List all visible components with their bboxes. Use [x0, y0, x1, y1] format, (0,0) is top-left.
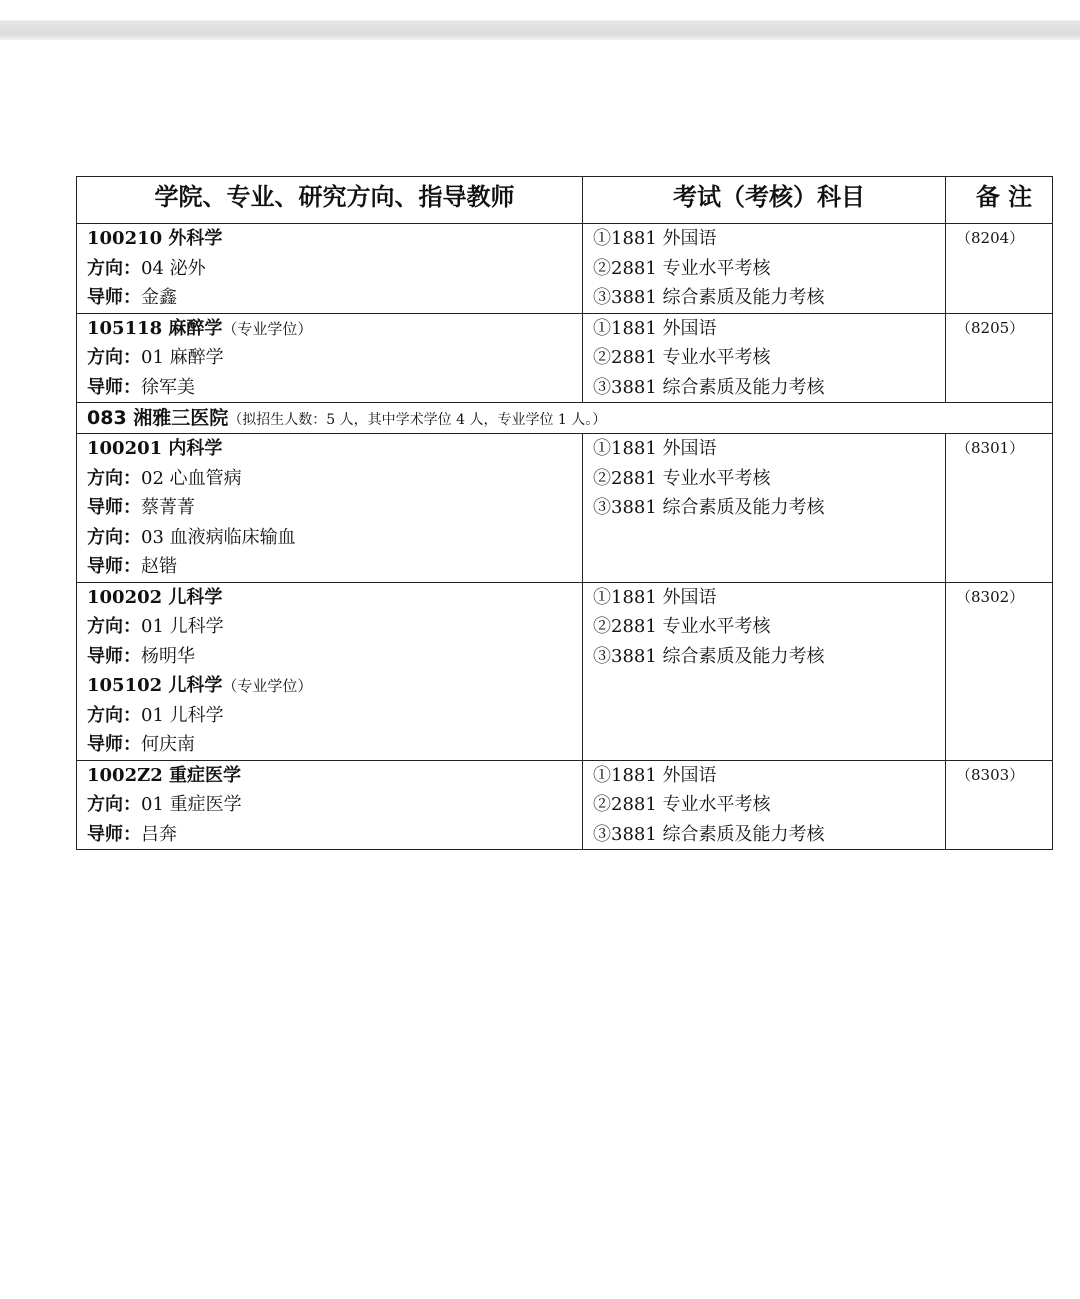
degree-type-tag: （专业学位） — [222, 319, 313, 338]
major-title: 100202 儿科学 — [87, 586, 223, 608]
header-exam-subjects: 考试（考核）科目 — [583, 177, 946, 224]
direction-value: 03 血液病临床输血 — [141, 526, 296, 548]
exam-item: ①1881 外国语 — [593, 438, 717, 459]
direction-value: 04 泌外 — [141, 257, 206, 279]
section-title: 083 湘雅三医院 — [87, 407, 229, 429]
section-row — [77, 403, 1053, 434]
exam-item: ①1881 外国语 — [593, 764, 717, 786]
table-row — [77, 434, 1053, 583]
exam-item: ②2881 专业水平考核 — [593, 467, 771, 489]
label-direction: 方向： — [87, 467, 141, 489]
remark-code: （8301） — [946, 434, 1053, 583]
remark-code: （8303） — [946, 760, 1053, 850]
label-advisor: 导师： — [87, 556, 141, 577]
section-note: （拟招生人数：5 人，其中学术学位 4 人，专业学位 1 人。） — [228, 412, 607, 428]
program-cell — [77, 582, 583, 760]
direction-value: 01 麻醉学 — [141, 347, 224, 368]
exam-item: ②2881 专业水平考核 — [593, 347, 771, 368]
exam-item: ②2881 专业水平考核 — [593, 794, 771, 815]
table-row — [77, 224, 1053, 314]
program-cell — [77, 313, 583, 403]
section-cell — [77, 403, 1053, 434]
table-row — [77, 760, 1053, 850]
label-advisor: 导师： — [87, 823, 141, 845]
remark-code: （8302） — [946, 582, 1053, 760]
label-direction: 方向： — [87, 704, 141, 726]
program-cell — [77, 224, 583, 314]
exam-item: ③3881 综合素质及能力考核 — [593, 287, 825, 308]
label-direction: 方向： — [87, 347, 141, 368]
exam-item: ①1881 外国语 — [593, 317, 717, 339]
advisor-value: 赵锴 — [141, 556, 177, 577]
exam-cell — [583, 582, 946, 760]
major-title: 100201 内科学 — [87, 438, 223, 459]
label-direction: 方向： — [87, 526, 141, 548]
major-title: 105118 麻醉学 — [87, 317, 223, 339]
major-title: 100210 外科学 — [87, 228, 223, 249]
program-cell — [77, 434, 583, 583]
remark-code: （8205） — [946, 313, 1053, 403]
label-advisor: 导师： — [87, 287, 141, 308]
exam-item: ②2881 专业水平考核 — [593, 257, 771, 279]
table-row — [77, 313, 1053, 403]
major-title: 105102 儿科学 — [87, 675, 223, 696]
exam-item: ②2881 专业水平考核 — [593, 616, 771, 637]
exam-cell — [583, 760, 946, 850]
exam-cell — [583, 224, 946, 314]
direction-value: 01 重症医学 — [141, 794, 242, 815]
major-title: 1002Z2 重症医学 — [87, 764, 242, 786]
advisor-value: 吕奔 — [141, 823, 177, 845]
label-advisor: 导师： — [87, 497, 141, 518]
remark-code: （8204） — [946, 224, 1053, 314]
exam-item: ③3881 综合素质及能力考核 — [593, 376, 825, 398]
exam-item: ③3881 综合素质及能力考核 — [593, 645, 825, 667]
advisor-value: 杨明华 — [141, 645, 195, 667]
advisor-value: 金鑫 — [141, 287, 177, 308]
program-cell — [77, 760, 583, 850]
advisor-value: 何庆南 — [141, 734, 195, 755]
label-direction: 方向： — [87, 257, 141, 279]
top-toolbar-shadow — [0, 0, 1080, 40]
exam-cell — [583, 313, 946, 403]
advisor-value: 徐军美 — [141, 376, 195, 398]
header-remarks: 备 注 — [946, 177, 1053, 224]
table-header-row — [77, 177, 1053, 224]
exam-cell — [583, 434, 946, 583]
table-row — [77, 582, 1053, 760]
direction-value: 02 心血管病 — [141, 467, 242, 489]
admission-table — [76, 176, 1053, 850]
label-advisor: 导师： — [87, 645, 141, 667]
exam-item: ③3881 综合素质及能力考核 — [593, 823, 825, 845]
exam-item: ①1881 外国语 — [593, 228, 717, 249]
label-advisor: 导师： — [87, 734, 141, 755]
direction-value: 01 儿科学 — [141, 704, 224, 726]
label-direction: 方向： — [87, 616, 141, 637]
exam-item: ①1881 外国语 — [593, 586, 717, 608]
advisor-value: 蔡菁菁 — [141, 497, 195, 518]
exam-item: ③3881 综合素质及能力考核 — [593, 497, 825, 518]
direction-value: 01 儿科学 — [141, 616, 224, 637]
header-college: 学院、专业、研究方向、指导教师 — [77, 177, 583, 224]
degree-type-tag: （专业学位） — [222, 677, 313, 695]
label-advisor: 导师： — [87, 376, 141, 398]
label-direction: 方向： — [87, 794, 141, 815]
